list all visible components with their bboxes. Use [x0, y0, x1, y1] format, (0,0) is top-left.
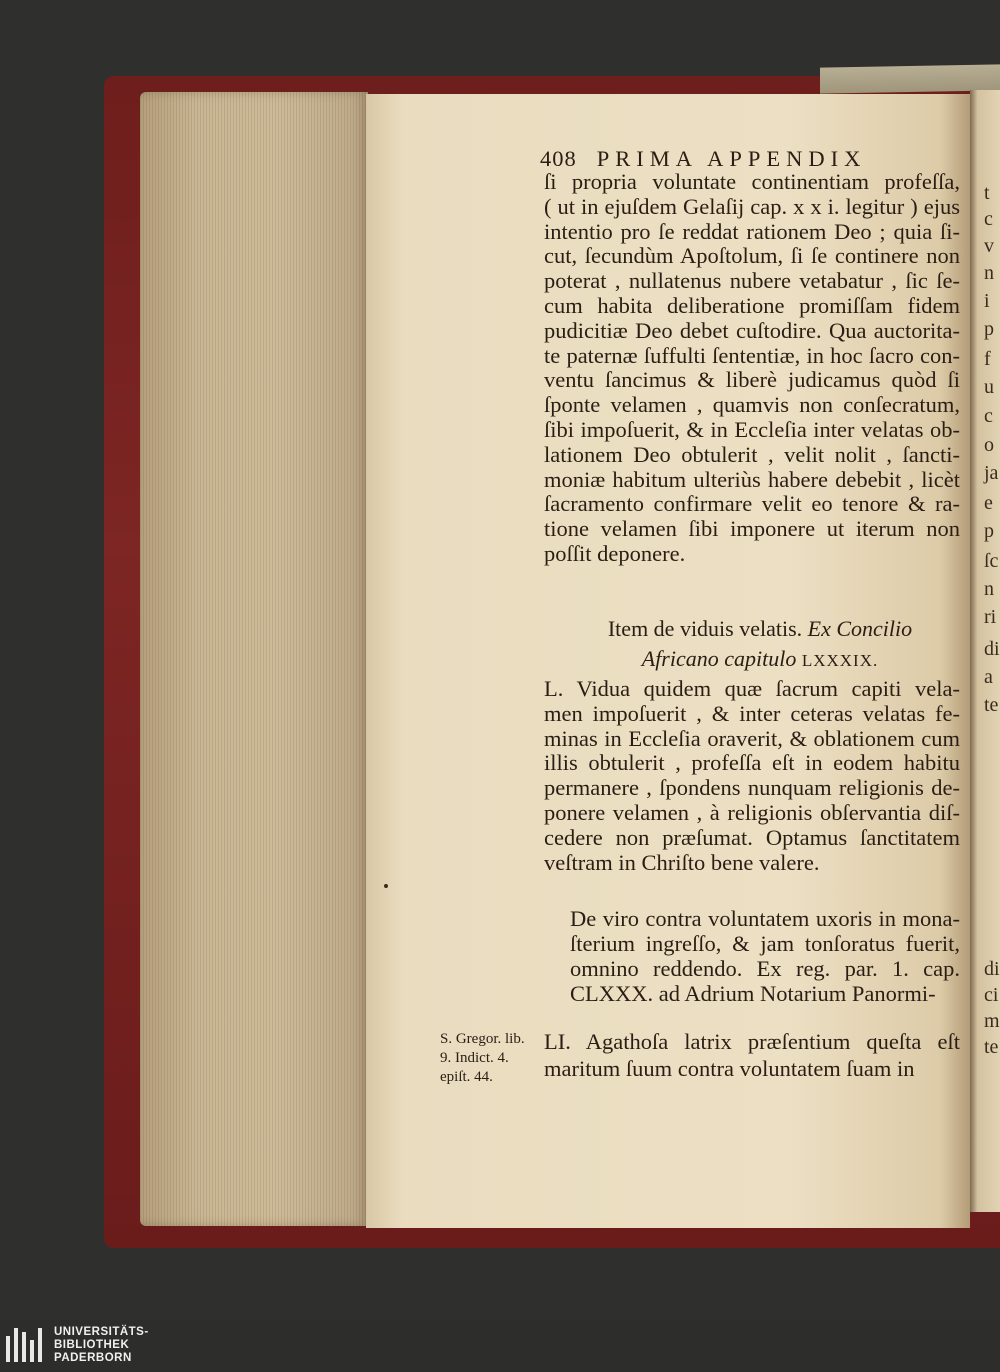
facing-page-fragment: m	[984, 1010, 1000, 1032]
facing-page-fragment: t	[984, 182, 990, 204]
facing-page-fragment: ri	[984, 606, 997, 628]
margin-note-line: 9. Indict. 4.	[440, 1050, 509, 1066]
facing-page-fragment: p	[984, 318, 994, 340]
section-heading-2	[570, 906, 960, 1006]
facing-page-fragment: n	[984, 578, 994, 600]
library-logo-text	[54, 1326, 149, 1365]
text-line: pudicitiæ Deo debet cuſtodire. Qua auctorita-	[544, 317, 960, 343]
ink-speck	[384, 884, 388, 888]
logo-line-3: PADERBORN	[54, 1352, 132, 1364]
heading-line: ſterium ingreſſo, & jam tonſoratus fuerit,	[570, 931, 960, 956]
facing-page-fragment: i	[984, 290, 990, 312]
page-fore-edge	[140, 92, 368, 1226]
paragraph-3	[544, 1028, 960, 1082]
heading-line: De viro contra voluntatem uxoris in mona-	[570, 906, 960, 931]
facing-page-fragment: c	[984, 208, 993, 230]
text-line: ( ut in ejuſdem Gelaſij cap. x x i. legitur ) ejus	[544, 193, 960, 219]
facing-page-edge	[970, 90, 1000, 1212]
heading-1-chapter: LXXXIX.	[801, 651, 879, 670]
text-line: minas in Eccleſia oraverit, & oblationem cum	[544, 725, 960, 751]
text-line: men impoſuerit , & inter ceteras velatas fe-	[544, 700, 960, 726]
text-line: cum habita deliberatione promiſſam fidem	[544, 292, 960, 318]
text-line: veſtram in Chriſto bene valere.	[544, 849, 820, 875]
text-line: ſponte velamen , quamvis non conſecratum,	[544, 392, 960, 418]
facing-page-fragment: ci	[984, 984, 999, 1006]
facing-page-fragment: te	[984, 694, 999, 716]
facing-page-fragment: n	[984, 262, 994, 284]
text-line: intentio pro ſe reddat rationem Deo ; quia ſi-	[544, 218, 960, 244]
heading-line: omnino reddendo. Ex reg. par. 1. cap.	[570, 956, 960, 981]
section-heading-1	[560, 614, 960, 676]
text-line: L. Vidua quidem quæ ſacrum capiti vela-	[544, 676, 960, 701]
paragraph-1	[544, 170, 960, 567]
page-number: 408	[540, 146, 577, 171]
text-line: moniæ habitum ulteriùs habere debebit , licèt	[544, 466, 960, 492]
text-line: lationem Deo obtulerit , velit nolit , ſancti-	[544, 441, 960, 467]
paragraph-2	[544, 677, 960, 875]
facing-page-fragment: te	[984, 1036, 999, 1058]
text-line: LI. Agathoſa latrix præſentium queſta eſt	[544, 1029, 960, 1054]
text-line: ventu ſancimus & liberè judicamus quòd ſi	[544, 367, 960, 393]
heading-1-plain: Item de viduis velatis.	[607, 616, 803, 641]
facing-page-fragment: di	[984, 958, 1000, 980]
text-line: te paternæ ſuffulti ſententiæ, in hoc ſacro con-	[544, 342, 960, 368]
heading-1-italic: Ex Concilio	[807, 616, 913, 641]
text-line: poterat , nullatenus nubere vetabatur , ſic ſe-	[544, 268, 960, 294]
facing-page-fragment: f	[984, 348, 991, 370]
logo-line-1: UNIVERSITÄTS-	[54, 1326, 149, 1338]
text-line: ponere velamen , à religionis obſervantia diſ-	[544, 799, 960, 825]
facing-page-fragment: ſc	[984, 550, 999, 572]
text-line: poſſit deponere.	[544, 540, 686, 566]
facing-page-fragment: u	[984, 376, 994, 398]
facing-page-fragment: p	[984, 520, 994, 542]
heading-1-line2-italic: Africano capitulo	[641, 646, 797, 671]
text-line: cedere non præſumat. Optamus ſanctitatem	[544, 824, 960, 850]
facing-page-fragment: v	[984, 235, 994, 257]
library-logo-icon	[6, 1328, 46, 1368]
text-line: tione velamen ſibi imponere ut iterum non	[544, 516, 960, 542]
running-title: PRIMA APPENDIX	[596, 146, 867, 171]
text-line: cut, ſecundùm Apoſtolum, ſi ſe continere non	[544, 243, 960, 269]
facing-page-fragment: o	[984, 434, 994, 456]
heading-line: CLXXX. ad Adrium Notarium Panormi-	[570, 981, 936, 1006]
text-line: illis obtulerit , profeſſa eſt in eodem habitu	[544, 750, 960, 776]
margin-note	[440, 1030, 540, 1087]
margin-note-line: S. Gregor. lib.	[440, 1031, 525, 1047]
facing-page-fragment: e	[984, 492, 993, 514]
text-line: maritum ſuum contra voluntatem ſuam in	[544, 1056, 915, 1081]
text-line: ſi propria voluntate continentiam profeſſa,	[544, 169, 960, 194]
library-footer	[0, 1320, 1000, 1372]
text-line: ſacramento confirmare velit eo tenore & ra-	[544, 491, 960, 517]
facing-page-fragment: ja	[984, 462, 999, 484]
facing-page-fragment: di	[984, 638, 1000, 660]
facing-page-fragment: c	[984, 405, 993, 427]
logo-line-2: BIBLIOTHEK	[54, 1339, 130, 1351]
margin-note-line: epiſt. 44.	[440, 1069, 493, 1085]
text-line: ſibi impoſuerit, & in Eccleſia inter velatas ob-	[544, 416, 960, 442]
text-line: permanere , ſpondens nunquam religionis de-	[544, 775, 960, 801]
facing-page-fragment: a	[984, 666, 993, 688]
